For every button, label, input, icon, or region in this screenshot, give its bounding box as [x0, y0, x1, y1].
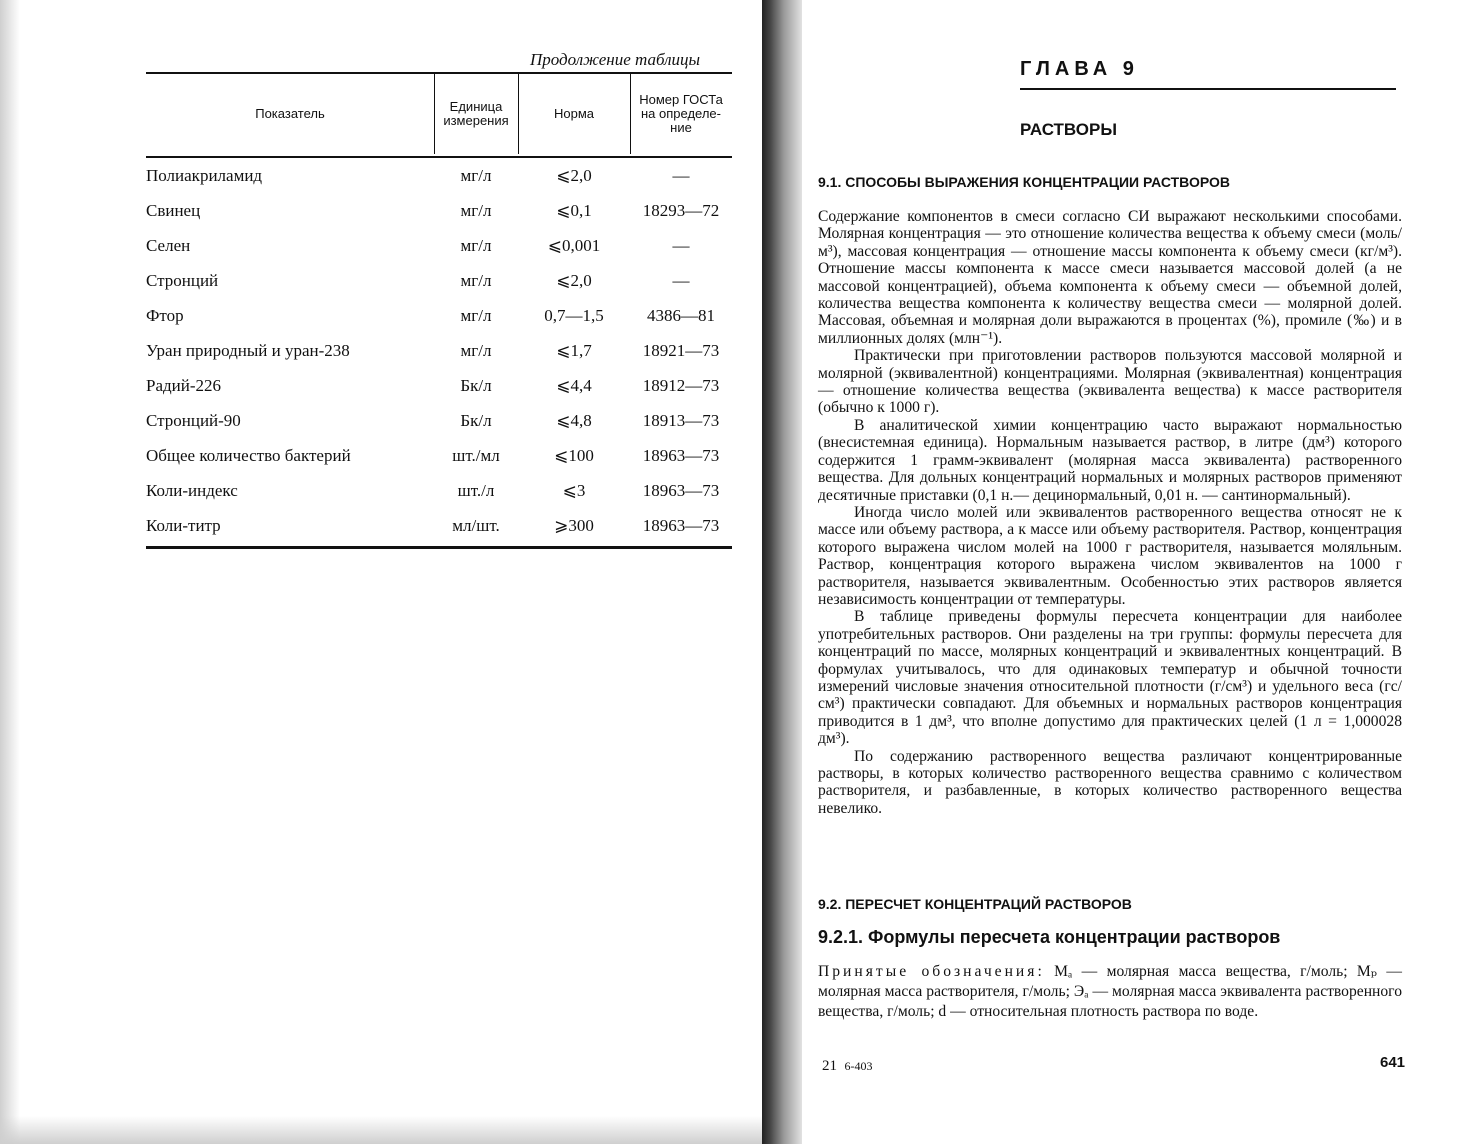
cell-norm: ⩽3	[562, 481, 586, 500]
cell-norm: ⩽4,8	[556, 411, 592, 430]
cell-norm: ⩽100	[554, 446, 594, 465]
table-row	[146, 481, 732, 515]
cell-indicator: Стронций-90	[146, 411, 241, 430]
subsection-heading: 9.2.1. Формулы пересчета концентрации растворов	[818, 927, 1281, 947]
cell-norm: 0,7—1,5	[544, 306, 604, 325]
cell-indicator: Общее количество бактерий	[146, 446, 351, 465]
cell-indicator: Свинец	[146, 201, 201, 220]
table-continuation-note: Продолжение таблицы	[530, 50, 701, 69]
book-gutter	[762, 0, 802, 1144]
table-row	[146, 341, 732, 375]
table-row	[146, 236, 732, 270]
cell-norm: ⩽2,0	[556, 166, 592, 185]
table-row	[146, 166, 732, 200]
cell-indicator: Селен	[146, 236, 191, 255]
table-row	[146, 306, 732, 340]
page-number: 641	[1380, 1054, 1406, 1071]
cell-gost: 18921—73	[642, 341, 720, 360]
cell-unit: мг/л	[460, 201, 492, 220]
cell-indicator: Стронций	[146, 271, 219, 290]
table-row	[146, 446, 732, 480]
header-norm: Норма	[553, 106, 594, 121]
paragraph: Иногда число молей или эквивалентов растворенного вещества относят не к массе или объему раствора, а к массе или объему растворителя. Раствор, концентрация которого выражена числом молей на 1000 г растворителя, называется моляльным. Раствор, концентрация которого выражена числом эквивалентов на 1000 г растворителя, называется эквивалентным. Особенностью этих растворов является независимость концентрации от температуры.	[818, 503, 1402, 608]
cell-norm: ⩽0,1	[556, 201, 592, 220]
notation-paragraph	[818, 962, 1402, 1022]
header-indicator: Показатель	[255, 106, 325, 121]
cell-indicator: Радий-226	[146, 376, 222, 395]
notation-lead: Принятые обозначения:	[818, 963, 1045, 980]
section-body	[818, 208, 1402, 817]
cell-unit: мг/л	[460, 166, 492, 185]
page-edge-shadow	[0, 0, 20, 1144]
cell-gost: 4386—81	[647, 306, 715, 325]
table-bottom-rule	[146, 546, 732, 549]
cell-indicator: Уран природный и уран-238	[146, 341, 350, 360]
cell-unit: мл/шт.	[452, 516, 500, 535]
table-header-rule	[146, 156, 732, 158]
table-row	[146, 376, 732, 410]
paragraph: Практически при приготовлении растворов пользуются массовой молярной и молярной (эквивалентной) концентрациями. Молярная (эквивалентная) концентрация — отношение количества вещества (эквивалента вещества) к массе растворителя (обычно к 1000 г).	[818, 347, 1402, 417]
cell-gost: —	[672, 166, 690, 185]
cell-unit: шт./л	[457, 481, 495, 500]
cell-indicator: Полиакриламид	[146, 166, 263, 185]
chapter-label: ГЛАВА 9	[1020, 58, 1139, 80]
header-gost: Номер ГОСТа на определе- ние	[639, 92, 723, 135]
section-heading: 9.2. ПЕРЕСЧЕТ КОНЦЕНТРАЦИЙ РАСТВОРОВ	[818, 896, 1132, 912]
cell-norm: ⩽2,0	[556, 271, 592, 290]
cell-unit: шт./мл	[452, 446, 500, 465]
paragraph: Содержание компонентов в смеси согласно СИ выражают несколькими способами. Молярная концентрация — это отношение количества вещества к объему смеси (моль/м³), массовая концентрация — отношение массы компонента к объему смеси (кг/м³). Отношение массы компонента к массе смеси называется массовой долей (а не массовой концентрацией), объема компонента к объему смеси — объемной долей, количества вещества компонента к количеству вещества смеси — молярной долей. Массовая, объемная и молярная доли выражаются в процентах (%), промиле (‰) и в миллионных долях (млн⁻¹).	[818, 208, 1402, 347]
cell-gost: 18963—73	[642, 481, 720, 500]
table-row	[146, 516, 732, 550]
cell-norm: ⩽0,001	[547, 236, 601, 255]
cell-gost: 18963—73	[642, 516, 720, 535]
page-bottom-shadow	[0, 1116, 762, 1144]
cell-gost: 18913—73	[642, 411, 720, 430]
cell-gost: 18912—73	[642, 376, 720, 395]
cell-norm: ⩽4,4	[556, 376, 592, 395]
notation-text: Mₐ — молярная масса вещества, г/моль; Mₚ — молярная масса растворителя, г/моль; Эₐ — молярная масса эквивалента растворенного вещества, г/моль; d — относительная плотность раствора по воде.	[818, 963, 1402, 1020]
right-page	[802, 0, 1480, 1144]
cell-unit: мг/л	[460, 341, 492, 360]
paragraph: В аналитической химии концентрацию часто выражают нормальностью (внесистемная единица). Нормальным называется раствор, в литре (дм³) которого содержится 1 грамм-эквивалент (молярная масса эквивалента) растворенного вещества. Для дольных концентраций нормальных и молярных растворов применяют десятичные приставки (0,1 н.— децинормальный, 0,01 н. — сантинормальный).	[818, 416, 1402, 504]
cell-unit: Бк/л	[460, 376, 492, 395]
cell-indicator: Коли-индекс	[146, 481, 238, 500]
section-heading: 9.1. СПОСОБЫ ВЫРАЖЕНИЯ КОНЦЕНТРАЦИИ РАСТВОРОВ	[818, 174, 1230, 190]
chapter-title: РАСТВОРЫ	[1020, 120, 1117, 139]
table-row	[146, 411, 732, 445]
header-unit: Единица измерения	[443, 99, 509, 128]
cell-unit: мг/л	[460, 236, 492, 255]
signature-mark: 21 6-403	[822, 1058, 873, 1074]
cell-unit: мг/л	[460, 271, 492, 290]
cell-gost: —	[672, 236, 690, 255]
table-row	[146, 271, 732, 305]
cell-indicator: Фтор	[146, 306, 184, 325]
cell-gost: 18293—72	[642, 201, 720, 220]
cell-norm: ⩾300	[554, 516, 594, 535]
cell-gost: —	[672, 271, 690, 290]
cell-indicator: Коли-титр	[146, 516, 221, 535]
paragraph: По содержанию растворенного вещества различают концентрированные растворы, в которых количество растворенного вещества сравнимо с количеством растворителя, и разбавленные, в которых количество растворенного вещества невелико.	[818, 747, 1402, 817]
chapter-rule	[1020, 88, 1396, 90]
cell-unit: мг/л	[460, 306, 492, 325]
cell-unit: Бк/л	[460, 411, 492, 430]
table-row	[146, 201, 732, 235]
cell-norm: ⩽1,7	[556, 341, 592, 360]
cell-gost: 18963—73	[642, 446, 720, 465]
paragraph: В таблице приведены формулы пересчета концентрации для наиболее употребительных растворов. Они разделены на три группы: формулы пересчета для концентраций по массе, молярных концентраций и эквивалентных концентраций. В формулах учитывалось, что для одинаковых температур и обычной точности измерений числовые значения относительной плотности (г/см³) и удельного веса (гс/см³) практически совпадают. Для объемных и нормальных растворов концентрация приводится в 1 дм³, что вполне допустимо для практических целей (1 л = 1,000028 дм³).	[818, 608, 1402, 748]
